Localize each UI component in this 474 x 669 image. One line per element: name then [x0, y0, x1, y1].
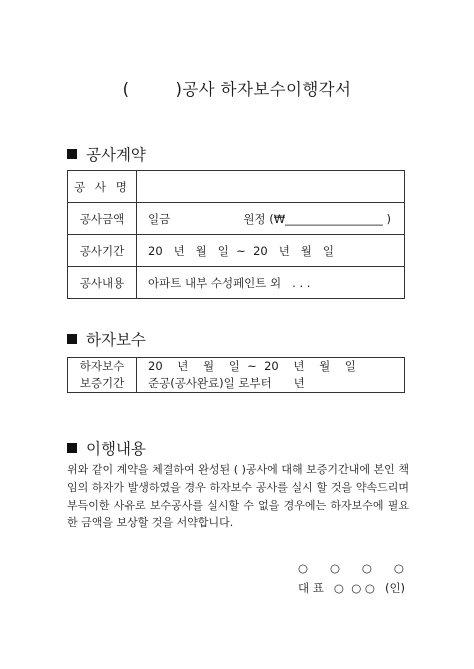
section-heading-performance: 이행내용: [67, 437, 146, 459]
seal-mark: (인): [384, 581, 406, 595]
representative-label: 대 표: [298, 581, 324, 595]
table-row: [68, 203, 405, 235]
row-label: 공사금액: [68, 203, 137, 235]
warranty-period-value: 20 년 월 일 ~ 20 년 월 일 준공(공사완료)일 로부터 년: [137, 358, 405, 393]
work-content-value: 아파트 내부 수성페인트 외 . . .: [137, 267, 405, 299]
document-title: ( )공사 하자보수이행각서: [122, 80, 352, 99]
row-label: 공사기간: [68, 235, 137, 267]
project-name-value: [137, 171, 405, 203]
contract-table: [67, 170, 405, 299]
square-bullet-icon: [67, 443, 77, 453]
table-row: [68, 235, 405, 267]
table-row: [68, 171, 405, 203]
signature-line: [298, 580, 405, 596]
representative-name: ○ ○ ○: [333, 581, 375, 595]
row-label: 공 사 명: [68, 171, 137, 203]
section-heading-contract: 공사계약: [67, 143, 146, 165]
section-heading-warranty: 하자보수: [67, 328, 146, 350]
contract-amount-value: 일금 원정 (₩_________________ ): [137, 203, 405, 235]
signature-date: ○ ○ ○ ○: [298, 561, 404, 575]
warranty-period-label: 하자보수 보증기간: [68, 358, 137, 393]
contract-period-value: 20 년 월 일 ~ 20 년 월 일: [137, 235, 405, 267]
table-row: [68, 267, 405, 299]
square-bullet-icon: [67, 334, 77, 344]
table-row: [68, 358, 405, 393]
warranty-table: [67, 357, 405, 393]
square-bullet-icon: [67, 149, 77, 159]
row-label: 공사내용: [68, 267, 137, 299]
pledge-paragraph: 위와 같이 계약을 체결하여 완성된 ( )공사에 대해 보증기간내에 본인 책임의 하자가 발생하였을 경우 하자보수 공사를 실시 할 것을 약속드리며 부득이한 사유로 보수공사를 실시할 수 없을 경우에는 하자보수에 필요한 금액을 보상할 것을 서약합니다.: [67, 463, 409, 530]
